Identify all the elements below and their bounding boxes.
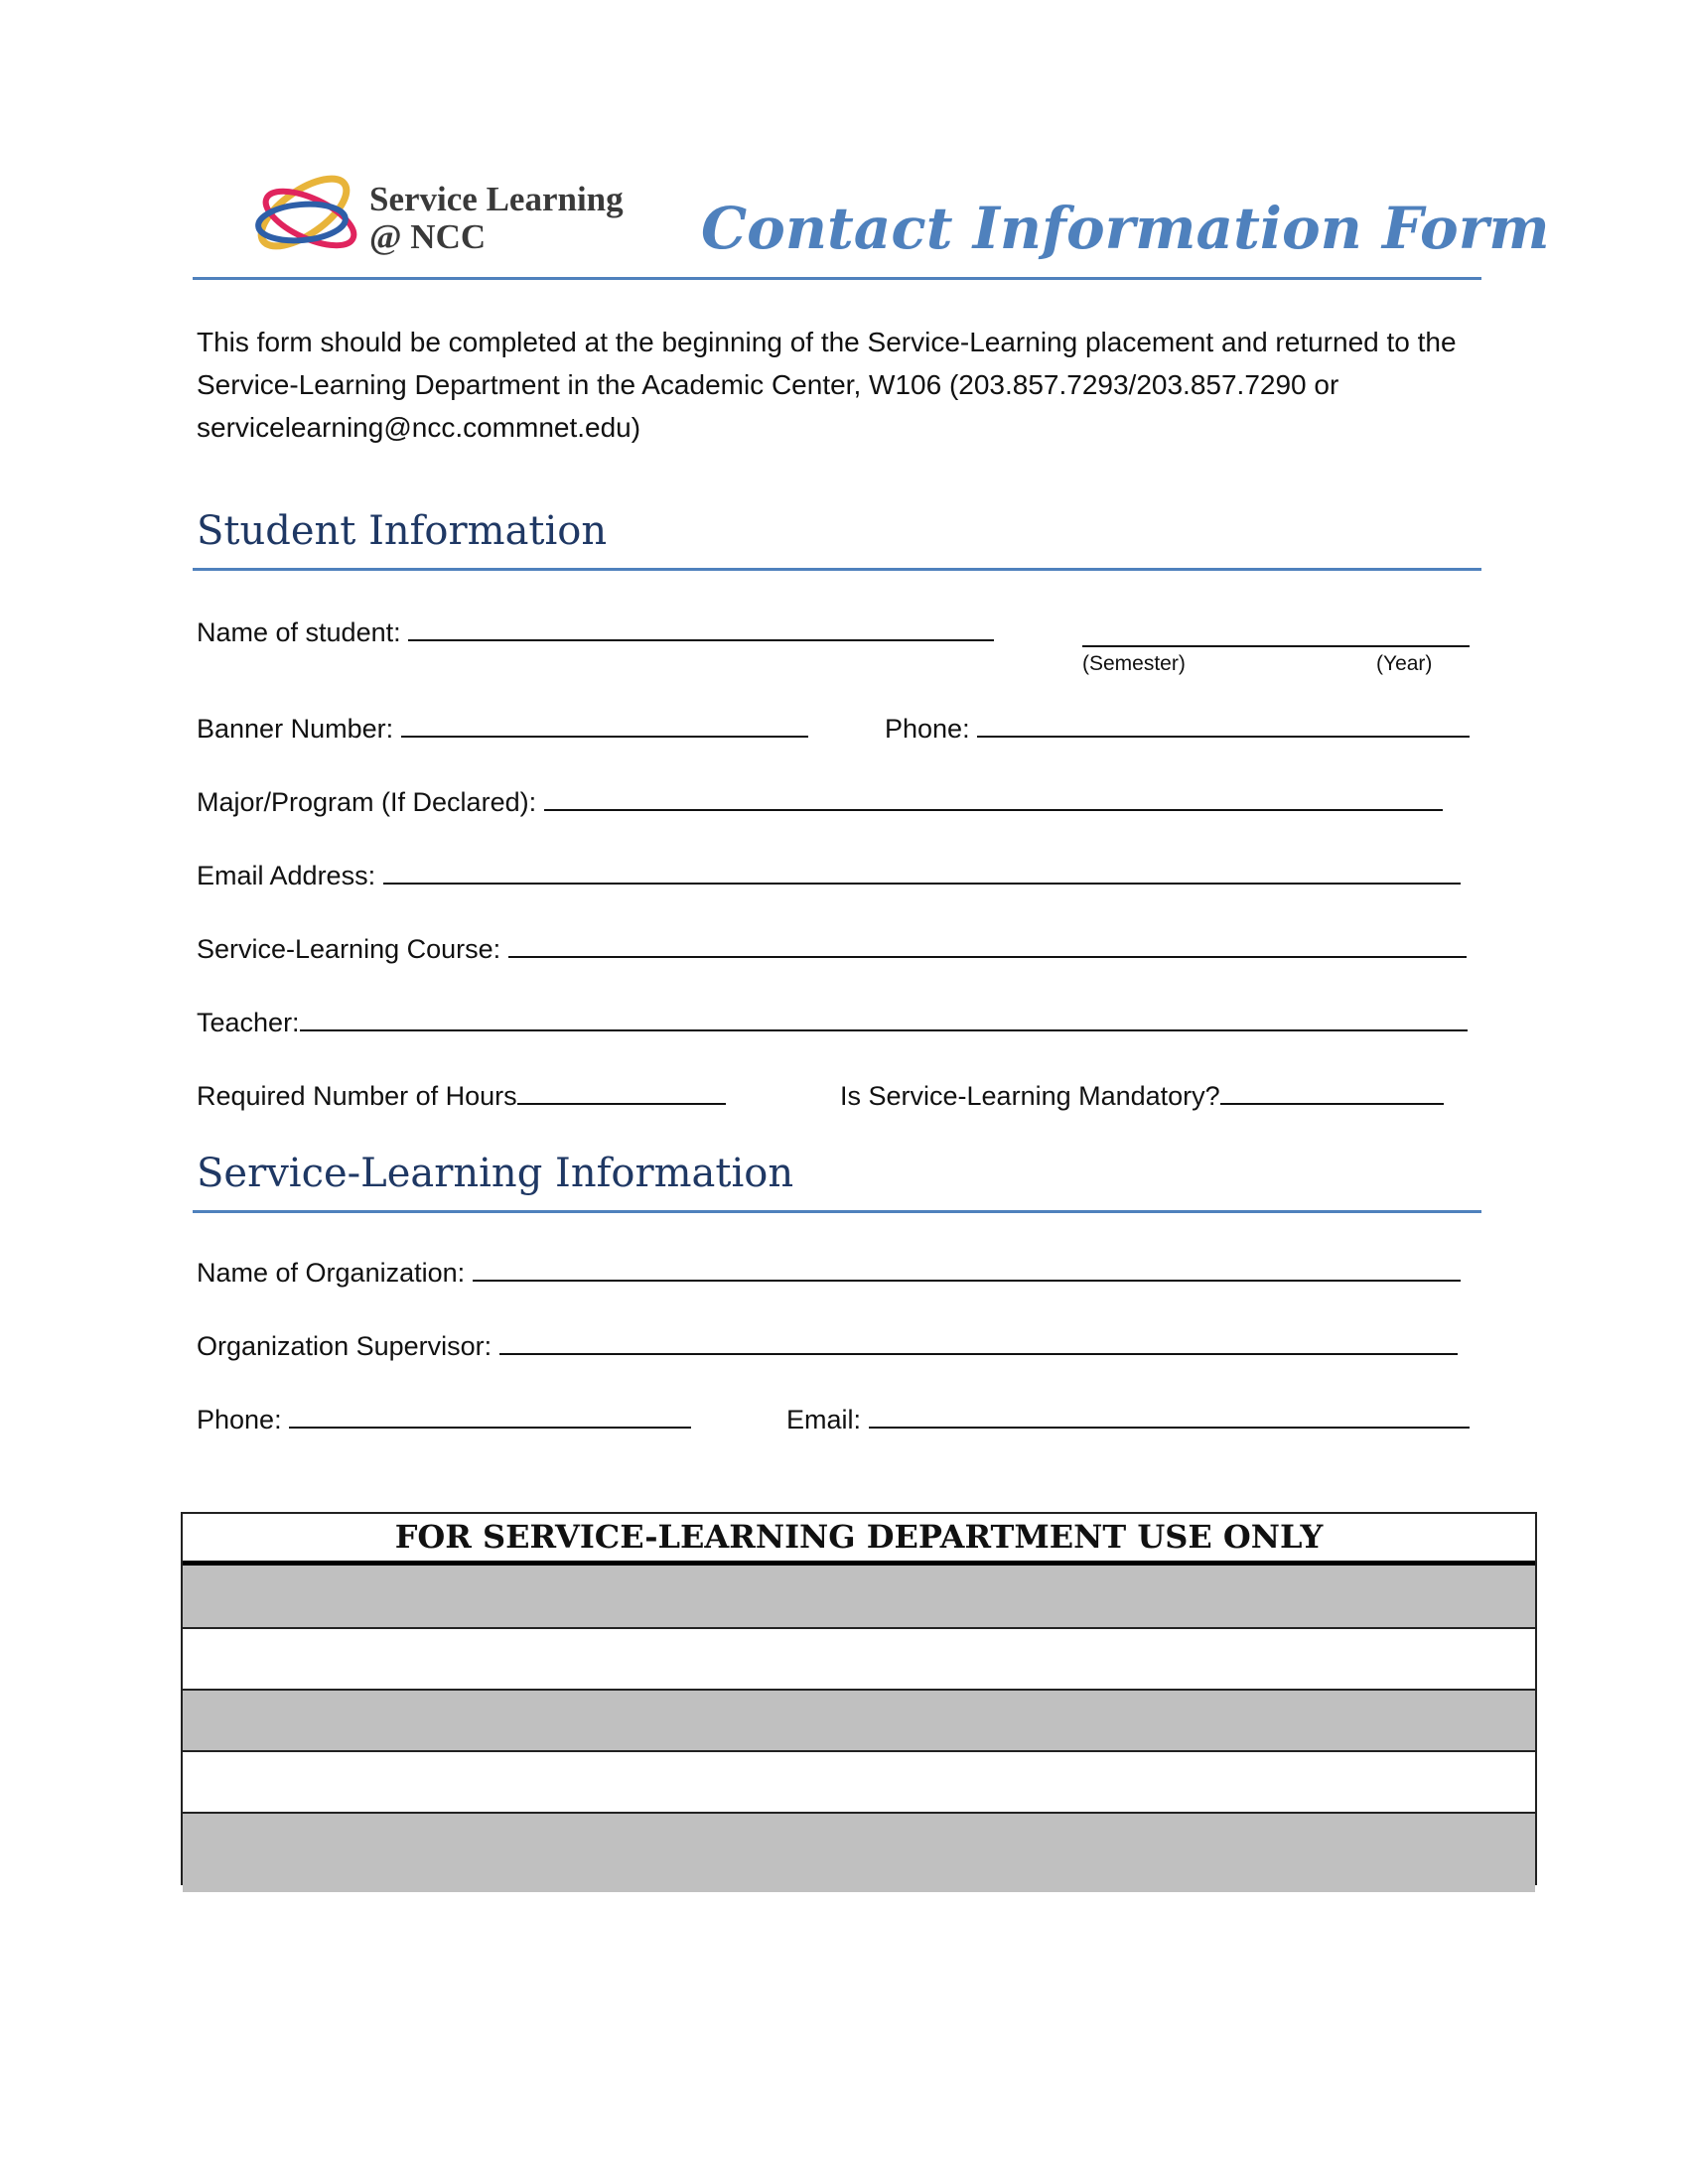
org-email-label: Email: <box>786 1405 862 1434</box>
teacher-label: Teacher: <box>197 1008 300 1037</box>
section-title-service: Service-Learning Information <box>197 1151 794 1196</box>
department-use-row <box>183 1752 1535 1814</box>
banner-row <box>197 712 808 745</box>
student-phone-field[interactable] <box>977 712 1470 738</box>
banner-number-field[interactable] <box>401 712 808 738</box>
organization-row <box>197 1256 1461 1289</box>
year-label: (Year) <box>1376 652 1433 675</box>
org-email-field[interactable] <box>869 1403 1470 1429</box>
course-field[interactable] <box>508 932 1467 958</box>
department-use-table <box>181 1512 1537 1885</box>
student-name-field[interactable] <box>408 615 994 641</box>
major-label: Major/Program (If Declared): <box>197 787 537 817</box>
org-phone-row <box>197 1403 691 1435</box>
student-phone-row <box>885 712 1470 745</box>
supervisor-row <box>197 1329 1458 1362</box>
service-section-divider <box>193 1210 1481 1213</box>
department-use-row <box>183 1691 1535 1752</box>
mandatory-label: Is Service-Learning Mandatory? <box>840 1081 1220 1111</box>
logo-line-2: @ NCC <box>369 217 487 256</box>
section-title-student: Student Information <box>197 508 608 554</box>
org-phone-field[interactable] <box>289 1403 691 1429</box>
hours-label: Required Number of Hours <box>197 1081 517 1111</box>
email-field[interactable] <box>383 859 1461 885</box>
organization-field[interactable] <box>473 1256 1461 1282</box>
department-use-row <box>183 1814 1535 1892</box>
major-row <box>197 785 1443 818</box>
logo-wordmark <box>369 181 624 256</box>
organization-label: Name of Organization: <box>197 1258 466 1288</box>
email-row <box>197 859 1461 891</box>
student-name-row <box>197 615 994 648</box>
teacher-field[interactable] <box>300 1006 1468 1031</box>
semester-label: (Semester) <box>1082 652 1186 675</box>
semester-year-field[interactable] <box>1082 621 1470 647</box>
major-field[interactable] <box>544 785 1443 811</box>
intro-paragraph: This form should be completed at the beginning of the Service-Learning placement and returned to the Service-Learning Department in the Academic Center, W106 (203.857.7293/203.857.7290 or servicelearning@ncc.commnet.edu) <box>197 327 1457 443</box>
hours-row <box>197 1079 726 1112</box>
banner-number-label: Banner Number: <box>197 714 394 744</box>
department-use-row <box>183 1566 1535 1629</box>
student-name-label: Name of student: <box>197 617 401 647</box>
supervisor-label: Organization Supervisor: <box>197 1331 492 1361</box>
mandatory-field[interactable] <box>1220 1079 1444 1105</box>
mandatory-row <box>840 1079 1444 1112</box>
email-label: Email Address: <box>197 861 376 890</box>
department-use-heading: FOR SERVICE-LEARNING DEPARTMENT USE ONLY <box>183 1514 1535 1566</box>
logo-line-1: Service Learning <box>369 180 624 218</box>
org-phone-label: Phone: <box>197 1405 282 1434</box>
supervisor-field[interactable] <box>499 1329 1458 1355</box>
student-section-divider <box>193 568 1481 571</box>
department-use-row <box>183 1629 1535 1691</box>
teacher-row <box>197 1006 1468 1038</box>
course-row <box>197 932 1467 965</box>
student-phone-label: Phone: <box>885 714 970 744</box>
course-label: Service-Learning Course: <box>197 934 501 964</box>
page-title: Contact Information Form <box>701 195 1550 262</box>
hours-field[interactable] <box>517 1079 726 1105</box>
title-divider <box>193 277 1481 280</box>
org-email-row <box>786 1403 1470 1435</box>
